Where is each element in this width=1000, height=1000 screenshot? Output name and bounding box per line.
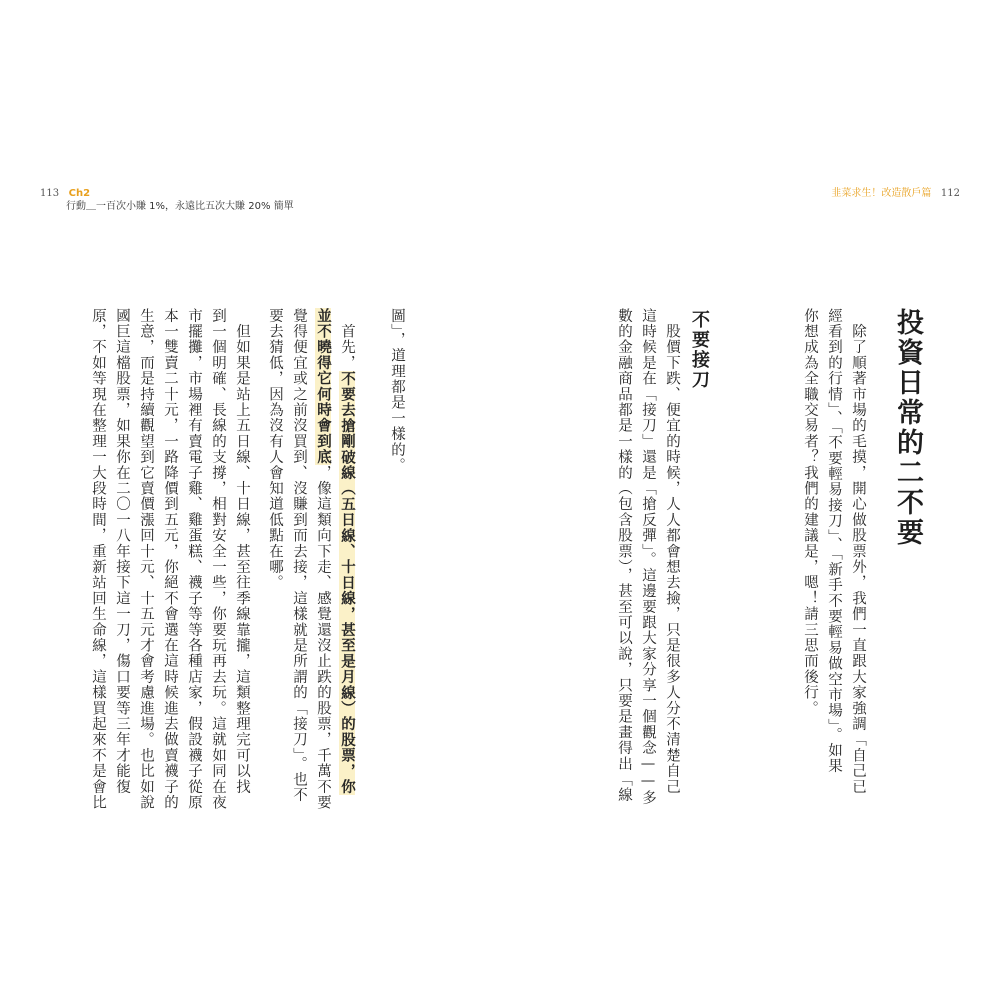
right-page-header — [831, 187, 960, 200]
chapter-label: Ch2 — [68, 188, 91, 199]
body-column: 生意，而是持續觀望到它賣價漲回十元、十五元才會考慮進場。也比如說 — [138, 308, 154, 811]
chapter-subtitle: 行動＿一百次小賺 1%，永遠比五次大賺 20% 簡單 — [66, 201, 294, 212]
left-page-header — [40, 187, 294, 213]
main-title: 投資日常的二不要 — [892, 308, 923, 548]
body-column-highlight: 並不曉得它何時會到底，像這類向下走、感覺還沒止跌的股票，千萬不要 — [315, 308, 331, 811]
body-column: 但如果是站上五日線、十日線，甚至往季線靠攏，這類整理完可以找 — [234, 308, 250, 795]
section-title: 韭菜求生！改造散戶篇 — [831, 188, 932, 199]
body-column: 本一雙賣二十元，一路降價到五元，你絕不會選在這時候進去做賣襪子的 — [162, 308, 178, 811]
body-column: 除了順著市場的毛摸，開心做股票外，我們一直跟大家強調「自己已 — [850, 308, 866, 795]
body-column: 股價下跌、便宜的時候，人人都會想去撿，只是很多人分不清楚自己 — [664, 308, 680, 795]
body-column: 經看到的行情」、「不要輕易接刀」、「新手不要輕易做空市場」。如果 — [826, 308, 842, 775]
sub-heading: 不要接刀 — [689, 310, 710, 390]
body-column: 國巨這檔股票，如果你在二〇一八年接下這一刀，傷口要等三年才能復 — [114, 308, 130, 795]
body-column: 要去猜低，因為沒有人會知道低點在哪。 — [267, 308, 283, 591]
body-column: 數的金融商品都是一樣的（包含股票），甚至可以說，只要是畫得出「線 — [616, 308, 632, 804]
body-column: 原，不如等現在整理一大段時間，重新站回生命線，這樣買起來不是會比 — [90, 308, 106, 811]
page-number-right: 112 — [940, 188, 960, 199]
body-column: 圖」，道理都是一樣的。 — [389, 308, 405, 474]
page-number-left: 113 — [40, 188, 60, 199]
body-column: 市擺攤，市場裡有賣電子雞、雞蛋糕、襪子等等各種店家，假設襪子從原 — [186, 308, 202, 811]
body-column: 覺得便宜或之前沒買到、沒賺到而去接，這樣就是所謂的「接刀」。也不 — [291, 308, 307, 804]
body-column: 這時候是在「接刀」還是「搶反彈」。這邊要跟大家分享一個觀念——多 — [640, 308, 656, 807]
body-column: 你想成為全職交易者？我們的建議是，嗯！請三思而後行。 — [802, 308, 818, 717]
body-column-highlight: 首先，不要去搶剛破線（五日線、十日線，甚至是月線）的股票，你 — [339, 308, 355, 795]
highlighted-text: 並不曉得它何時會到底 — [315, 308, 331, 465]
body-column: 到一個明確、長線的支撐，相對安全一些，你要玩再去玩。這就如同在夜 — [210, 308, 226, 811]
highlighted-text: 不要去搶剛破線（五日線、十日線，甚至是月線）的股票，你 — [339, 370, 355, 795]
